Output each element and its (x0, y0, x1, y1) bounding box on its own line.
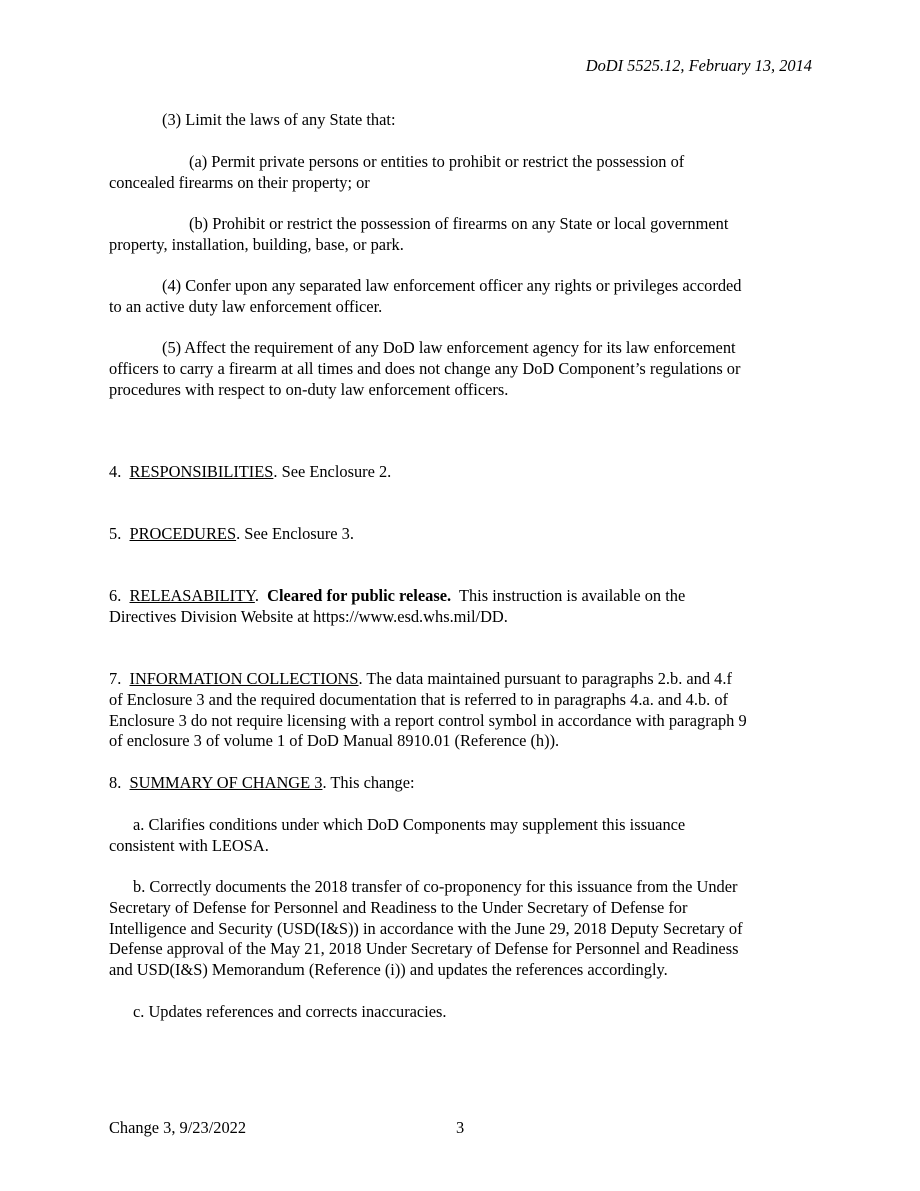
section-7-title: INFORMATION COLLECTIONS (129, 669, 359, 688)
paragraph-5-sub-line-3: procedures with respect to on-duty law enforcement officers. (109, 379, 509, 399)
paragraph-3-text: (3) Limit the laws of any State that: (162, 110, 396, 129)
paragraph-3a-line-2: concealed firearms on their property; or (109, 172, 370, 192)
footer-page-number: 3 (456, 1118, 465, 1137)
paragraph-3b-line-2: property, installation, building, base, or park. (109, 234, 404, 254)
section-8b-line-1: b. Correctly documents the 2018 transfer of co-proponency for this issuance from the Under (133, 877, 738, 896)
section-6-title: RELEASABILITY (129, 586, 255, 605)
section-8-item-a (109, 815, 813, 857)
section-8-title: SUMMARY OF CHANGE 3 (129, 773, 323, 792)
section-7-line-4: of enclosure 3 of volume 1 of DoD Manual 8910.01 (Reference (h)). (109, 731, 560, 751)
footer-change-notice: Change 3, 9/23/2022 (109, 1118, 247, 1137)
section-8-item-c (109, 1002, 813, 1023)
paragraph-5-sub (109, 338, 813, 400)
section-4-number: 4. (109, 462, 122, 481)
paragraph-4-sub-line-1: (4) Confer upon any separated law enforcement officer any rights or privileges accorded (162, 276, 742, 295)
section-7-information-collections (109, 669, 813, 752)
section-6-line-2: Directives Division Website at https://www.esd.whs.mil/DD. (109, 606, 508, 626)
section-7-line-1 (109, 669, 813, 690)
paragraph-3 (109, 110, 866, 131)
paragraph-3b (109, 214, 813, 256)
section-8a-line-2: consistent with LEOSA. (109, 835, 269, 855)
section-8b-line-3: Intelligence and Security (USD(I&S)) in accordance with the June 29, 2018 Deputy Secretary of (109, 918, 743, 938)
section-7-line-2: of Enclosure 3 and the required documentation that is referred to in paragraphs 4.a. and 4.b. of (109, 689, 728, 709)
section-6-releasability (109, 586, 813, 628)
section-8-item-b (109, 877, 813, 981)
section-8-text: . This change: (322, 773, 415, 792)
section-6-line-1-rest: This instruction is available on the (451, 586, 686, 605)
section-8b-line-2: Secretary of Defense for Personnel and Readiness to the Under Secretary of Defense for (109, 897, 688, 917)
section-4-responsibilities (109, 462, 813, 483)
section-7-line-3: Enclosure 3 do not require licensing with a report control symbol in accordance with paragraph 9 (109, 710, 747, 730)
section-5-number: 5. (109, 524, 122, 543)
section-5-text: . See Enclosure 3. (236, 524, 354, 543)
section-8b-line-4: Defense approval of the May 21, 2018 Under Secretary of Defense for Personnel and Readiness (109, 939, 739, 959)
section-7-line-1-rest: . The data maintained pursuant to paragraphs 2.b. and 4.f (358, 669, 732, 688)
section-8-summary-of-change (109, 773, 813, 794)
paragraph-3b-line-1: (b) Prohibit or restrict the possession of firearms on any State or local government (189, 214, 729, 233)
section-6-separator: . (254, 586, 268, 605)
section-8b-line-5: and USD(I&S) Memorandum (Reference (i)) and updates the references accordingly. (109, 960, 668, 980)
section-5-title: PROCEDURES (129, 524, 237, 543)
section-8a-line-1: a. Clarifies conditions under which DoD Components may supplement this issuance (133, 815, 686, 834)
section-7-number: 7. (109, 669, 122, 688)
section-8-number: 8. (109, 773, 122, 792)
section-6-number: 6. (109, 586, 122, 605)
section-6-bold-statement: Cleared for public release. (267, 586, 452, 605)
section-4-text: . See Enclosure 2. (273, 462, 392, 481)
paragraph-4-sub (109, 276, 813, 318)
section-4-title: RESPONSIBILITIES (129, 462, 274, 481)
paragraph-4-sub-line-2: to an active duty law enforcement officer. (109, 296, 383, 316)
section-8c-line-1: c. Updates references and corrects inaccuracies. (133, 1002, 447, 1021)
paragraph-3a-line-1: (a) Permit private persons or entities to prohibit or restrict the possession of (189, 152, 685, 171)
paragraph-3a (109, 152, 813, 194)
paragraph-5-sub-line-2: officers to carry a firearm at all times and does not change any DoD Component’s regulations or (109, 358, 741, 378)
section-5-procedures (109, 524, 813, 545)
document-reference-header: DoDI 5525.12, February 13, 2014 (585, 56, 812, 75)
paragraph-5-sub-line-1: (5) Affect the requirement of any DoD law enforcement agency for its law enforcement (162, 338, 736, 357)
section-6-line-1 (109, 586, 813, 607)
